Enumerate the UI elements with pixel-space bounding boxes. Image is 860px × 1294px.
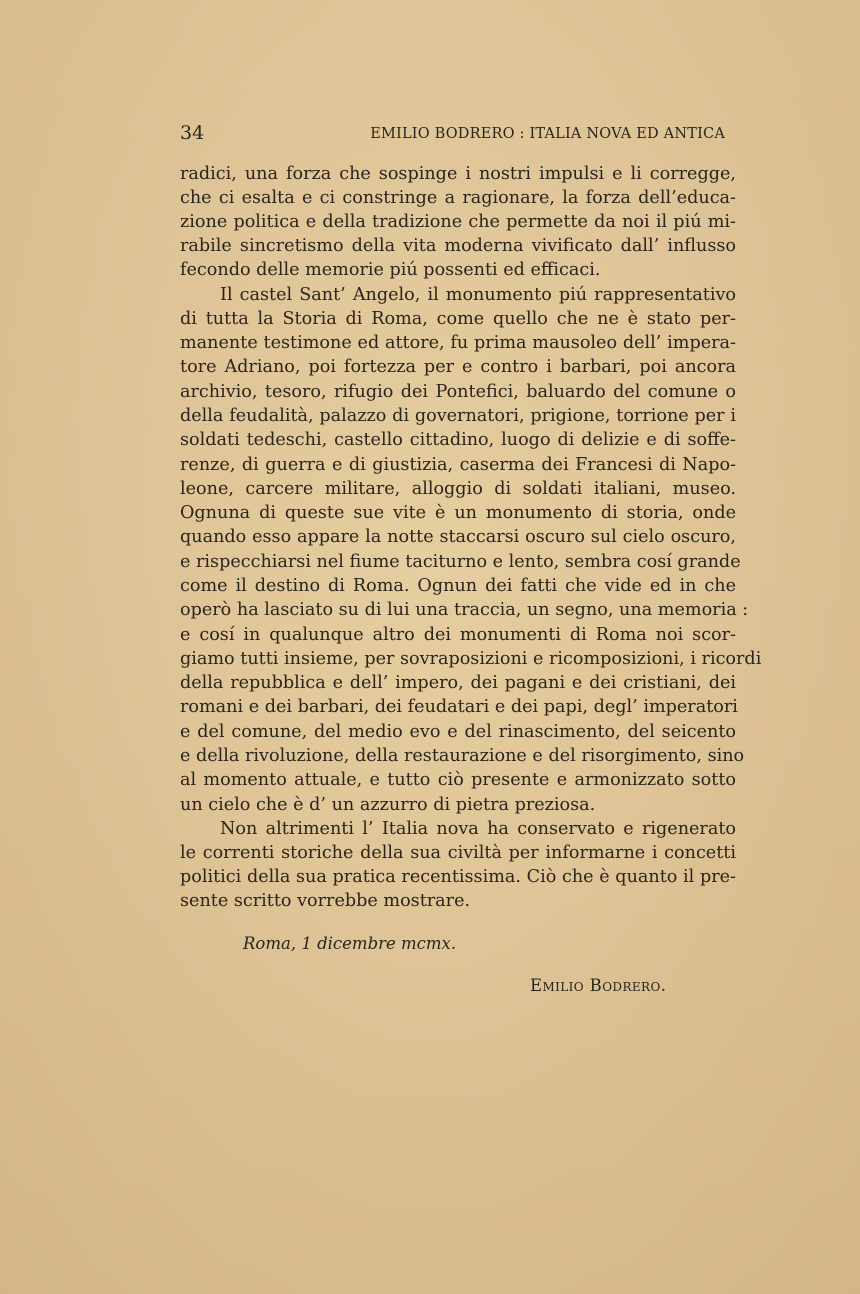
text-line: le correnti storiche della sua civiltà per informarne i concetti: [180, 843, 736, 863]
text-line: quando esso appare la notte staccarsi oscuro sul cielo oscuro,: [180, 527, 736, 547]
text-line: leone, carcere militare, alloggio di soldati italiani, museo.: [180, 479, 736, 499]
text-line: zione politica e della tradizione che permette da noi il piú mi-: [180, 212, 736, 232]
text-line: renze, di guerra e di giustizia, caserma dei Francesi di Napo-: [180, 455, 736, 475]
text-line: tore Adriano, poi fortezza per e contro i barbari, poi ancora: [180, 357, 736, 377]
text-line: e del comune, del medio evo e del rinascimento, del seicento: [180, 722, 736, 742]
text-line: e della rivoluzione, della restaurazione e del risorgimento, sino: [180, 746, 745, 766]
text-line: che ci esalta e ci constringe a ragionare, la forza dell’educa-: [180, 188, 736, 208]
text-line: della feudalità, palazzo di governatori, prigione, torrione per i: [180, 406, 736, 426]
text-line: operò ha lasciato su di lui una traccia, un segno, una memoria :: [180, 600, 749, 620]
text-line: rabile sincretismo della vita moderna vivificato dall’ influsso: [180, 236, 736, 256]
dateline: Roma, 1 dicembre mcmx.: [243, 934, 457, 953]
text-line: politici della sua pratica recentissima. Ciò che è quanto il pre-: [180, 867, 736, 887]
text-line: romani e dei barbari, dei feudatari e dei papi, degl’ imperatori: [180, 697, 738, 717]
text-line: giamo tutti insieme, per sovraposizioni e ricomposizioni, i ricordi: [180, 649, 762, 669]
text-line: manente testimone ed attore, fu prima mausoleo dell’ impera-: [180, 333, 736, 353]
running-head: EMILIO BODRERO : ITALIA NOVA ED ANTICA: [370, 126, 725, 142]
text-line: un cielo che è d’ un azzurro di pietra preziosa.: [180, 795, 596, 815]
text-line: della repubblica e dell’ impero, dei pagani e dei cristiani, dei: [180, 673, 736, 693]
text-line: e cosí in qualunque altro dei monumenti di Roma noi scor-: [180, 625, 736, 645]
text-line: al momento attuale, e tutto ciò presente e armonizzato sotto: [180, 770, 736, 790]
text-line: sente scritto vorrebbe mostrare.: [180, 891, 471, 911]
text-line: Non altrimenti l’ Italia nova ha conservato e rigenerato: [220, 819, 736, 839]
author-signature: Emilio Bodrero.: [530, 976, 667, 995]
page-header: [180, 122, 725, 144]
text-line: e rispecchiarsi nel fiume taciturno e lento, sembra cosí grande: [180, 552, 741, 572]
text-line: archivio, tesoro, rifugio dei Pontefici, baluardo del comune o: [180, 382, 736, 402]
text-line: di tutta la Storia di Roma, come quello che ne è stato per-: [180, 309, 736, 329]
text-line: soldati tedeschi, castello cittadino, luogo di delizie e di soffe-: [180, 430, 736, 450]
text-line: fecondo delle memorie piú possenti ed efficaci.: [180, 260, 601, 280]
text-line: come il destino di Roma. Ognun dei fatti che vide ed in che: [180, 576, 736, 596]
page-number: 34: [180, 122, 205, 144]
text-line: radici, una forza che sospinge i nostri impulsi e li corregge,: [180, 164, 736, 184]
text-line: Ognuna di queste sue vite è un monumento di storia, onde: [180, 503, 736, 523]
text-line: Il castel Sant’ Angelo, il monumento piú rappresentativo: [220, 285, 736, 305]
